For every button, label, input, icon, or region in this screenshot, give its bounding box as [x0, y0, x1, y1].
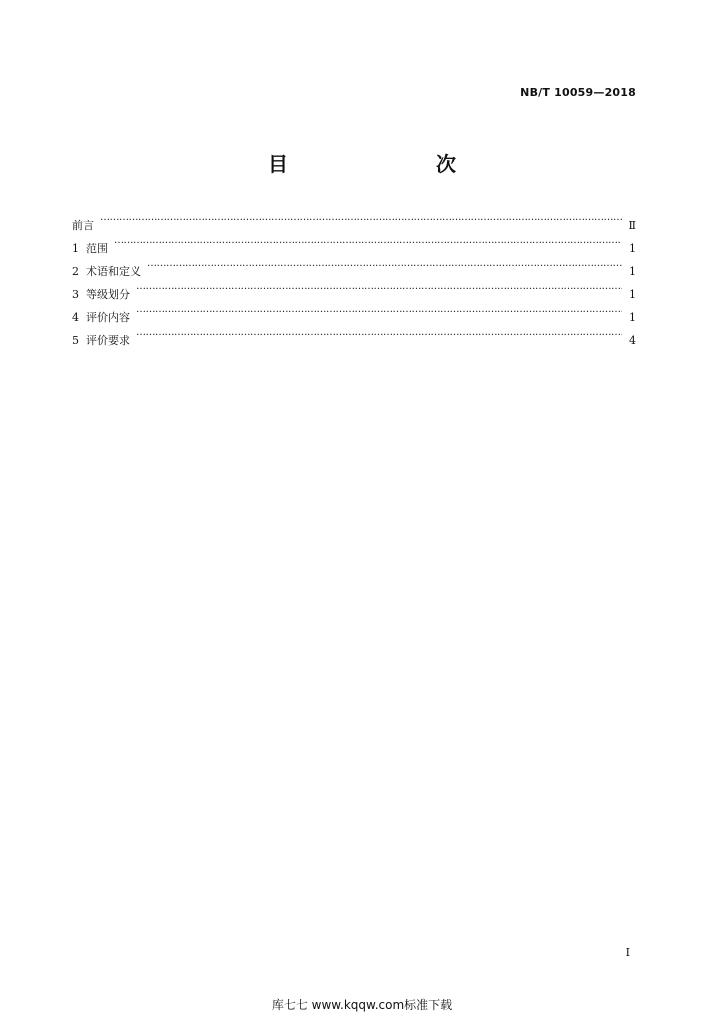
toc-entry-label: 评价要求: [86, 334, 130, 347]
toc-leader-dots: [100, 206, 622, 229]
toc-entry-scope[interactable]: [72, 229, 636, 255]
toc-leader-dots: [114, 229, 622, 252]
footer-watermark-text: 库七七 www.kqqw.com标准下载: [271, 998, 453, 1012]
toc-leader-dots: [136, 321, 622, 344]
toc-entry-page: 1: [629, 311, 636, 324]
toc-entry-foreword[interactable]: [72, 206, 636, 232]
toc-leader-dots: [136, 298, 622, 321]
toc-entry-number: 4: [72, 311, 79, 324]
toc-entry-page: Ⅱ: [628, 219, 636, 232]
toc-entry-page: 1: [629, 288, 636, 301]
page-number: Ⅰ: [625, 946, 630, 959]
toc-entry-number: 5: [72, 334, 79, 347]
toc-entry-evaluation-content[interactable]: [72, 298, 636, 324]
toc-entry-label: 等级划分: [86, 288, 130, 301]
toc-leader-dots: [147, 252, 622, 275]
toc-entry-number: 3: [72, 288, 79, 301]
table-of-contents: [72, 206, 636, 347]
toc-entry-number: 2: [72, 265, 79, 278]
standard-code: NB/T 10059—2018: [520, 86, 636, 99]
toc-entry-page: 1: [629, 242, 636, 255]
toc-entry-label: 范围: [86, 242, 108, 255]
page-title: 目 次: [268, 152, 492, 176]
toc-entry-page: 1: [629, 265, 636, 278]
toc-entry-label: 前言: [72, 219, 94, 232]
toc-entry-label: 评价内容: [86, 311, 130, 324]
toc-entry-page: 4: [629, 334, 636, 347]
toc-entry-evaluation-requirements[interactable]: [72, 321, 636, 347]
toc-entry-number: 1: [72, 242, 79, 255]
toc-leader-dots: [136, 275, 622, 298]
toc-entry-label: 术语和定义: [86, 265, 141, 278]
toc-entry-terms-definitions[interactable]: [72, 252, 636, 278]
toc-entry-grade-classification[interactable]: [72, 275, 636, 301]
